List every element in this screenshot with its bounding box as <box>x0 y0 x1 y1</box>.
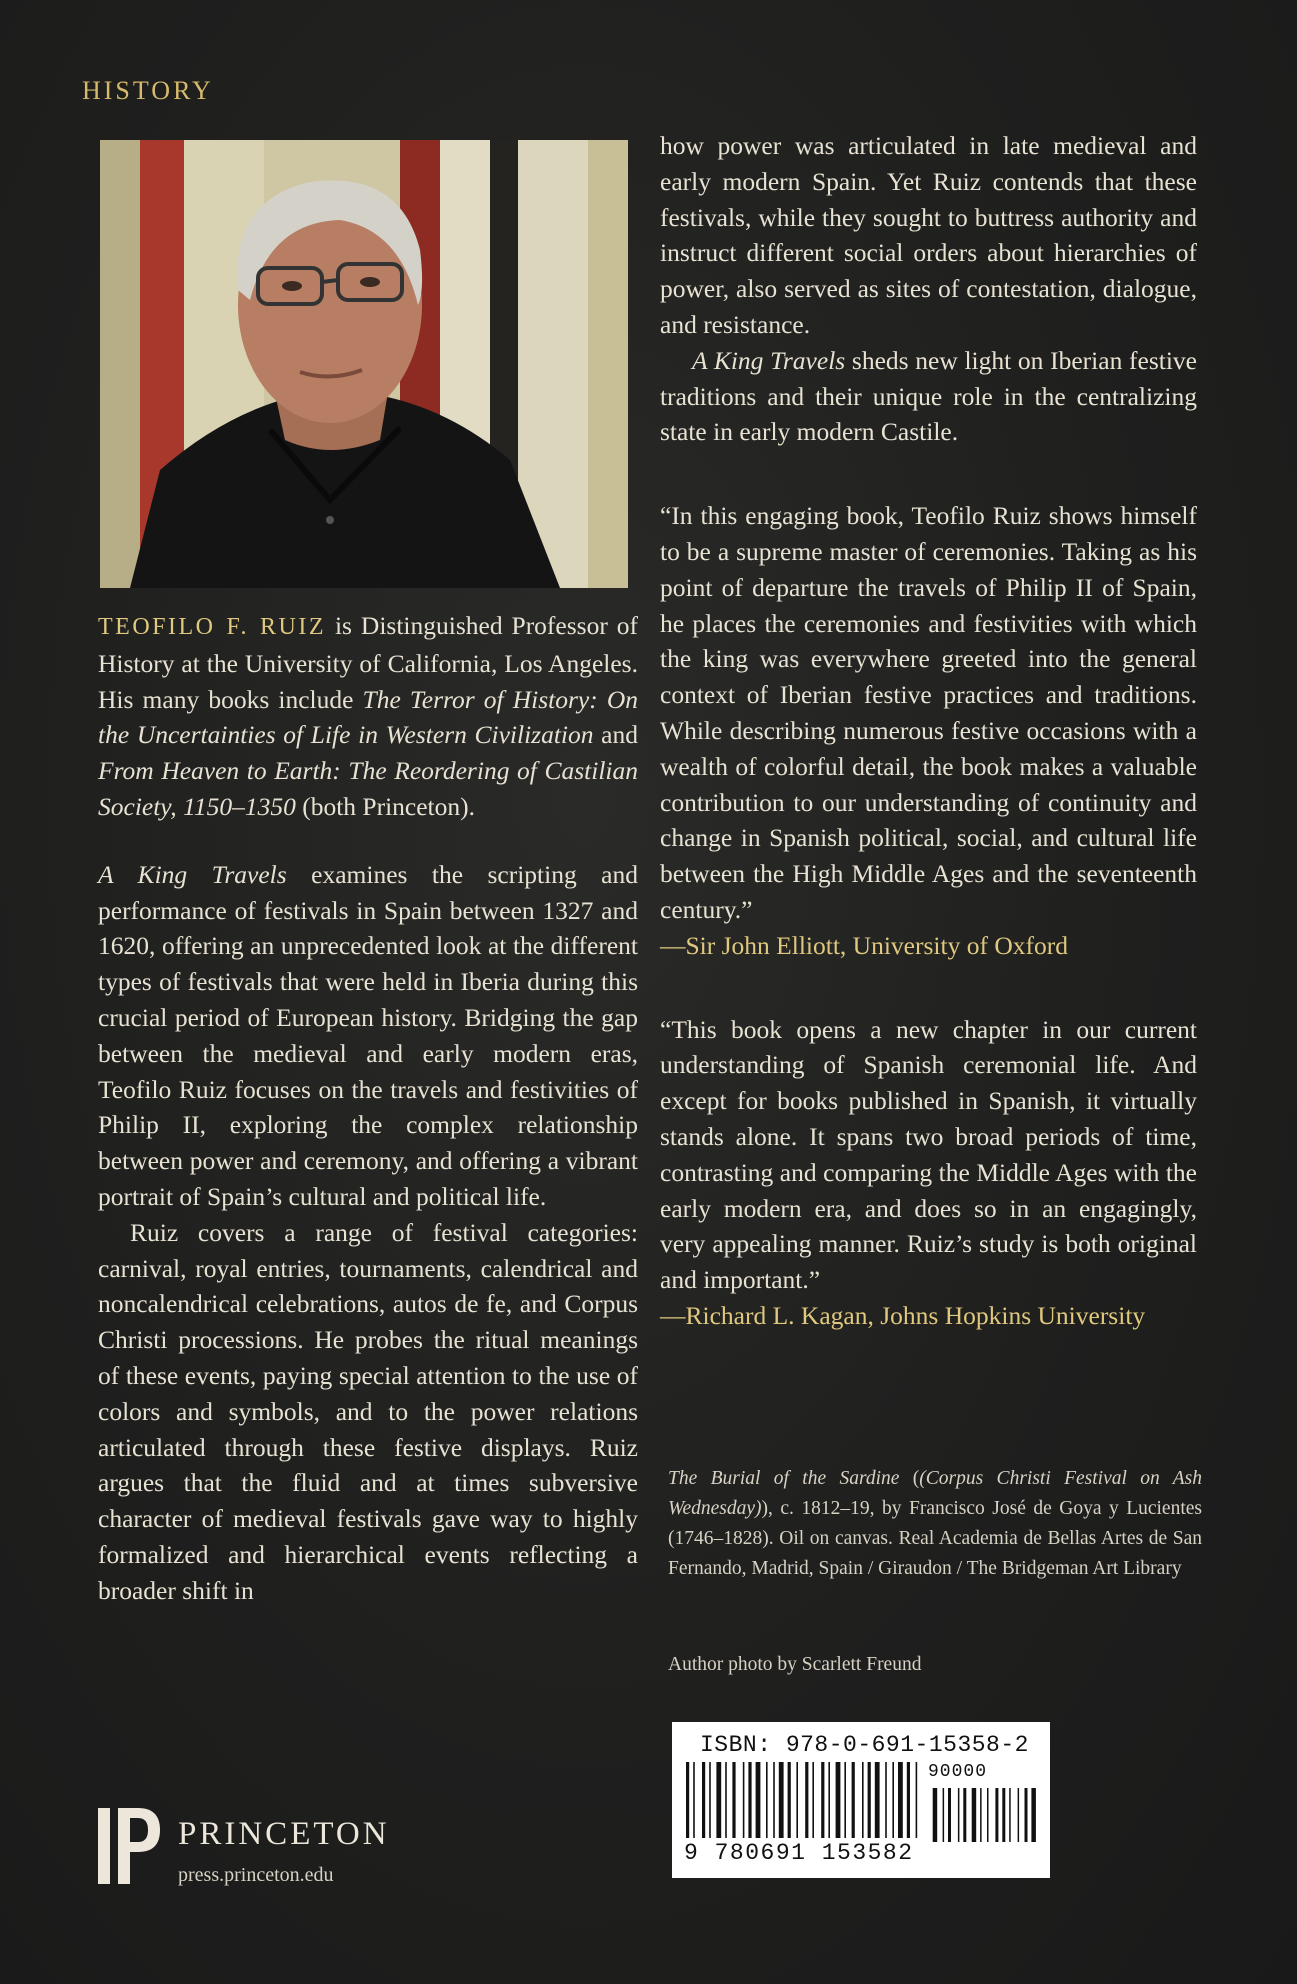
photo-credit: Author photo by Scarlett Freund <box>668 1654 922 1675</box>
publisher-logo-icon <box>98 1808 160 1884</box>
category-label: HISTORY <box>82 76 214 105</box>
barcode-addon: 90000 <box>928 1762 988 1782</box>
publisher-name: PRINCETON <box>178 1816 390 1852</box>
description-paragraph: A King Travels sheds new light on Iberian festive traditions and their unique role in the centralizing state in early modern Castile. <box>660 345 1198 447</box>
description-continued: how power was articulated in late medieval and early modern Spain. Yet Ruiz contends that these festivals, while they sought to buttress authority and instruct different social orders about hierarchies of power, also served as sites of contestation, dialogue, and resistance. <box>660 131 1197 339</box>
book-title: A King Travels <box>98 859 287 889</box>
author-bio: TEOFILO F. RUIZ is Distinguished Professor of History at the University of California, Los Angeles. His many books include The Terror of History: On the Uncertainties of Life in Western Civilization and From Heaven to Earth: The Reordering of Castilian Society, 1150–1350 (both Princeton). <box>98 611 639 821</box>
quote-text: “In this engaging book, Teofilo Ruiz shows himself to be a supreme master of ceremonies. Taking as his point of departure the travels of Philip II of Spain, he places the ceremonies and festivities with which the king was everywhere greeted into the general context of Iberian festive practices and traditions. While describing numerous festive occasions with a wealth of colorful detail, the book makes a valuable contribution to our understanding of continuity and change in Spanish political, social, and cultural life between the High Middle Ages and the seventeenth century.” <box>660 501 1197 924</box>
isbn-barcode <box>672 1722 1050 1878</box>
endorsement-quote <box>660 498 1197 963</box>
right-column <box>660 128 1197 1334</box>
publisher-url: press.princeton.edu <box>178 1864 334 1886</box>
book-title: A King Travels <box>692 345 846 375</box>
description-paragraph: A King Travels examines the scripting and performance of festivals in Spain between 1327 and 1620, offering an unprecedented look at the different types of festivals that were held in Iberia during this crucial period of European history. Bridging the gap between the medieval and early modern eras, Teofilo Ruiz focuses on the travels and festivities of Philip II, exploring the complex relationship between power and ceremony, and offering a vibrant portrait of Spain’s cultural and political life. <box>98 859 638 1211</box>
cover-art-caption: The Burial of the Sardine ((Corpus Christi Festival on Ash Wednesday)), c. 1812–19, by Francisco José de Goya y Lucientes (1746–1828). Oil on canvas. Real Academia de Bellas Artes de San Fernando, Madrid, Spain / Giraudon / The Bridgeman Art Library <box>668 1468 1203 1579</box>
quote-attribution: —Sir John Elliott, University of Oxford <box>660 930 1068 960</box>
left-column <box>98 608 638 1609</box>
book-title: The Terror of History: On the Uncertainties of Life in Western Civilization <box>98 684 638 750</box>
quote-text: “This book opens a new chapter in our current understanding of Spanish ceremonial life. And except for books published in Spanish, it virtually stands alone. It spans two broad periods of time, contrasting and comparing the Middle Ages with the early modern era, and does so in an engagingly, very appealing manner. Ruiz’s study is both original and important.” <box>660 1014 1197 1295</box>
author-name: TEOFILO F. RUIZ <box>98 614 327 640</box>
isbn-label: ISBN: 978-0-691-15358-2 <box>700 1732 1029 1758</box>
endorsement-quote <box>660 1012 1197 1334</box>
book-title: From Heaven to Earth: The Reordering of Castilian Society, 1150–1350 <box>98 756 638 821</box>
author-photo <box>100 140 628 588</box>
description-paragraph: Ruiz covers a range of festival categories: carnival, royal entries, tournaments, calendrical and noncalendrical celebrations, autos de fe, and Corpus Christi processions. He probes the ritual meanings of these events, paying special attention to the use of colors and symbols, and to the power relations articulated through these festive displays. Ruiz argues that the fluid and at times subversive character of medieval festivals gave way to highly formalized and hierarchical events reflecting a broader shift in <box>98 1217 638 1605</box>
barcode-digits: 9 780691 153582 <box>684 1840 914 1866</box>
quote-attribution: —Richard L. Kagan, Johns Hopkins University <box>660 1300 1146 1330</box>
